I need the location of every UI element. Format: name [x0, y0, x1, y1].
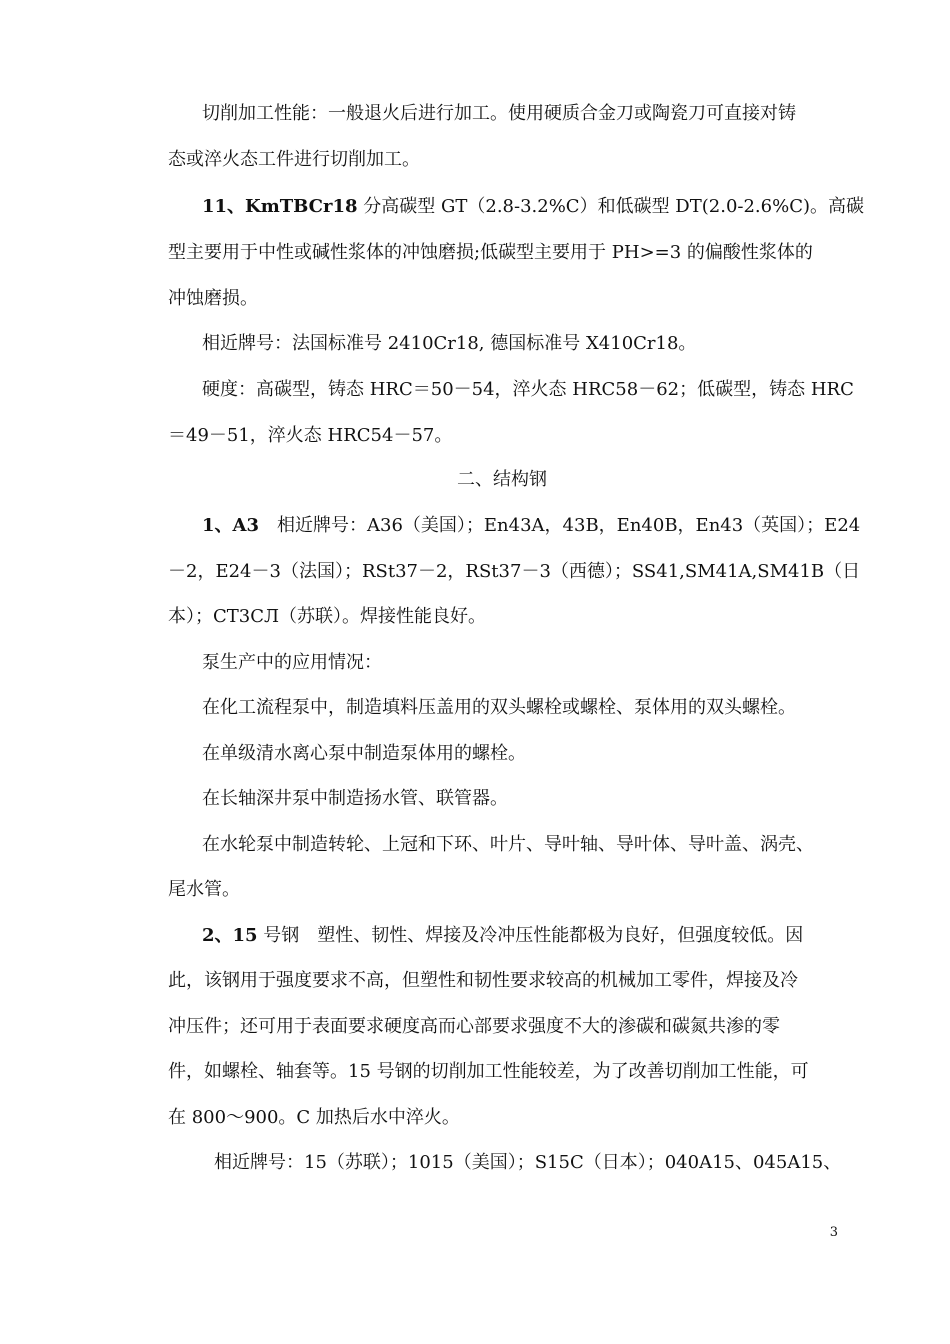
- paragraph-line: 在化工流程泵中，制造填料压盖用的双头螺栓或螺栓、泵体用的双头螺栓。: [202, 697, 796, 718]
- section-heading: 二、结构钢: [457, 469, 547, 490]
- paragraph-line: 在长轴深井泵中制造扬水管、联管器。: [202, 788, 508, 809]
- item-heading: 2、15: [202, 925, 258, 946]
- paragraph-line: 在单级清水离心泵中制造泵体用的螺栓。: [202, 743, 526, 764]
- paragraph-line: 相近牌号：法国标准号 2410Cr18, 德国标准号 X410Cr18。: [202, 333, 697, 354]
- paragraph-text: 分高碳型 GT（2.8-3.2%C）和低碳型 DT(2.0-2.6%C)。高碳: [357, 196, 864, 217]
- paragraph-line: 在 800～900。C 加热后水中淬火。: [168, 1107, 460, 1128]
- paragraph-line: 此，该钢用于强度要求不高，但塑性和韧性要求较高的机械加工零件，焊接及冷: [168, 970, 798, 991]
- paragraph-line: [202, 195, 864, 219]
- paragraph-line: 硬度：高碳型，铸态 HRC＝50－54，淬火态 HRC58－62；低碳型，铸态 HRC: [202, 379, 854, 400]
- paragraph-line: 型主要用于中性或碱性浆体的冲蚀磨损;低碳型主要用于 PH>=3 的偏酸性浆体的: [168, 242, 813, 263]
- item-heading: 1、A3: [202, 515, 260, 536]
- page-number: 3: [829, 1225, 838, 1240]
- paragraph-line: 本）；CT3CЛ（苏联）。焊接性能良好。: [168, 606, 487, 627]
- paragraph-line: ＝49－51，淬火态 HRC54－57。: [168, 425, 453, 446]
- paragraph-line: －2，E24－3（法国）；RSt37－2，RSt37－3（西德）；SS41,SM41A,SM41B（日: [168, 561, 861, 582]
- paragraph-line: 冲蚀磨损。: [168, 288, 258, 309]
- paragraph-line: 切削加工性能：一般退火后进行加工。使用硬质合金刀或陶瓷刀可直接对铸: [202, 103, 796, 124]
- item-heading: 11、KmTBCr18: [202, 196, 358, 217]
- paragraph-line: 在水轮泵中制造转轮、上冠和下环、叶片、导叶轴、导叶体、导叶盖、涡壳、: [202, 834, 814, 855]
- paragraph-text: 相近牌号：A36（美国）；En43A，43B，En40B，En43（英国）；E24: [259, 515, 861, 536]
- paragraph-line: 尾水管。: [168, 879, 240, 900]
- paragraph-line: 冲压件；还可用于表面要求硬度高而心部要求强度不大的渗碳和碳氮共渗的零: [168, 1016, 780, 1037]
- paragraph-text: 号钢 塑性、韧性、焊接及冷冲压性能都极为良好，但强度较低。因: [257, 925, 804, 946]
- paragraph-line: [202, 924, 803, 948]
- paragraph-line: 相近牌号：15（苏联）；1015（美国）；S15C（日本）；040A15、045A15、: [214, 1152, 842, 1173]
- paragraph-line: 件，如螺栓、轴套等。15 号钢的切削加工性能较差，为了改善切削加工性能，可: [168, 1061, 809, 1082]
- paragraph-line: 态或淬火态工件进行切削加工。: [168, 149, 420, 170]
- paragraph-line: 泵生产中的应用情况：: [202, 652, 382, 673]
- paragraph-line: [202, 514, 860, 538]
